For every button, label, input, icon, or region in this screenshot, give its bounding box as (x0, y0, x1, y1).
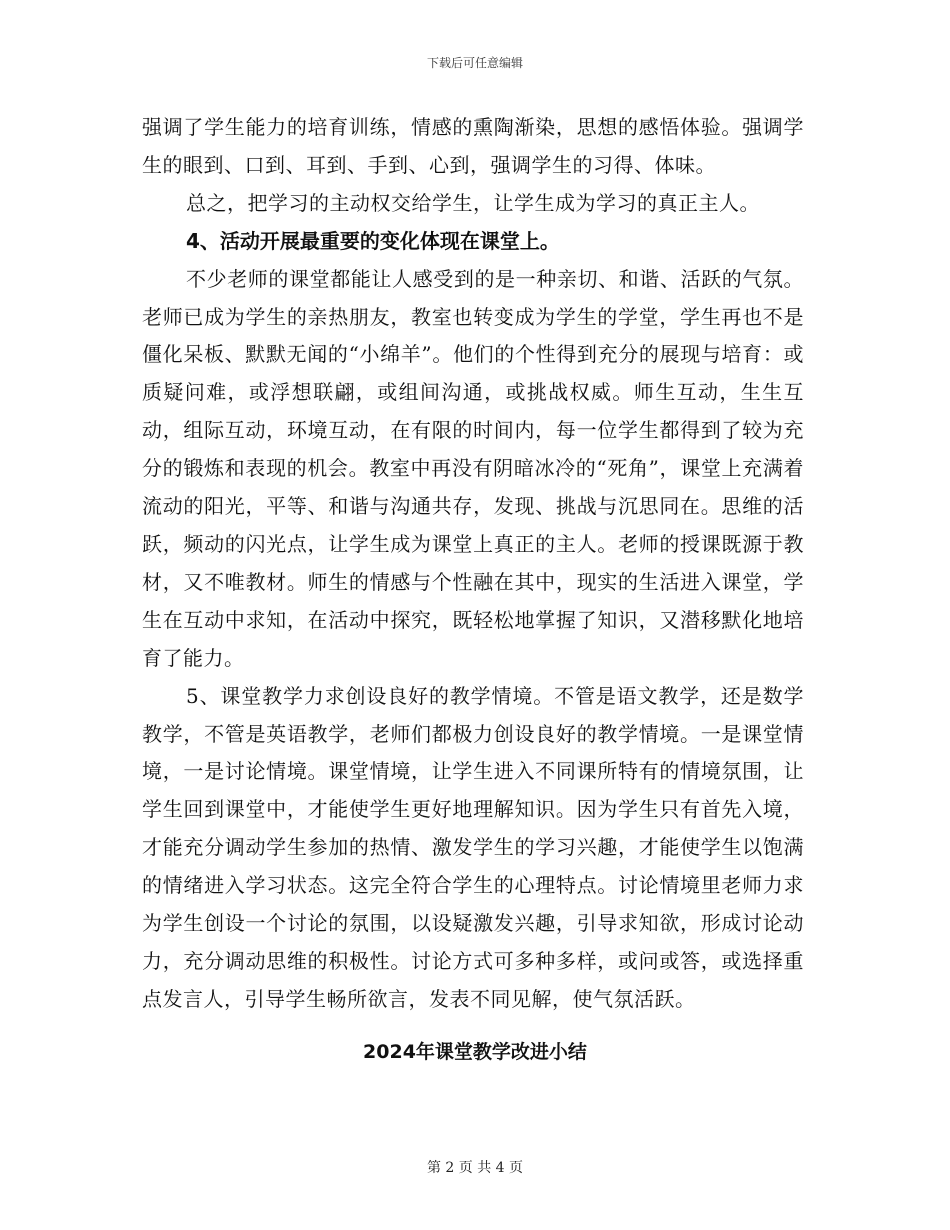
document-body (142, 109, 804, 1019)
heading-item-4: 4、活动开展最重要的变化体现在课堂上。 (186, 228, 560, 253)
paragraph-summary: 总之，把学习的主动权交给学生，让学生成为学习的真正主人。 (186, 190, 760, 215)
paragraph-classroom: 不少老师的课堂都能让人感受到的是一种亲切、和谐、活跃的气氛。老师已成为学生的亲热朋友，教室也转变成为学生的学堂，学生再也不是僵化呆板、默默无闻的“小绵羊”。他们的个性得到充分的展现与培育：或质疑问难，或浮想联翩，或组间沟通，或挑战权威。师生互动，生生互动，组际互动，环境互动，在有限的时间内，每一位学生都得到了较为充分的锻炼和表现的机会。教室中再没有阴暗冰冷的“死角”，课堂上充满着流动的阳光，平等、和谐与沟通共存，发现、挑战与沉思同在。思维的活跃，频动的闪光点，让学生成为课堂上真正的主人。老师的授课既源于教材，又不唯教材。师生的情感与个性融在其中，现实的生活进入课堂，学生在互动中求知，在活动中探究，既轻松地掌握了知识，又潜移默化地培育了能力。 (142, 266, 804, 670)
section-title: 2024年课堂教学改进小结 (363, 1041, 587, 1063)
page-number: 第 2 页 共 4 页 (426, 1160, 524, 1176)
paragraph-continuation: 强调了学生能力的培育训练，情感的熏陶渐染，思想的感悟体验。强调学生的眼到、口到、耳到、手到、心到，强调学生的习得、体味。 (142, 115, 804, 177)
header-note: 下载后可任意编辑 (426, 56, 523, 70)
paragraph-item-5: 5、课堂教学力求创设良好的教学情境。不管是语文教学，还是数学教学，不管是英语教学，老师们都极力创设良好的教学情境。一是课堂情境，一是讨论情境。课堂情境，让学生进入不同课所特有的情境氛围，让学生回到课堂中，才能使学生更好地理解知识。因为学生只有首先入境，才能充分调动学生参加的热情、激发学生的学习兴趣，才能使学生以饱满的情绪进入学习状态。这完全符合学生的心理特点。讨论情境里老师力求为学生创设一个讨论的氛围，以设疑激发兴趣，引导求知欲，形成讨论动力，充分调动思维的积极性。讨论方式可多种多样，或问或答，或选择重点发言人，引导学生畅所欲言，发表不同见解，使气氛活跃。 (142, 683, 804, 1011)
